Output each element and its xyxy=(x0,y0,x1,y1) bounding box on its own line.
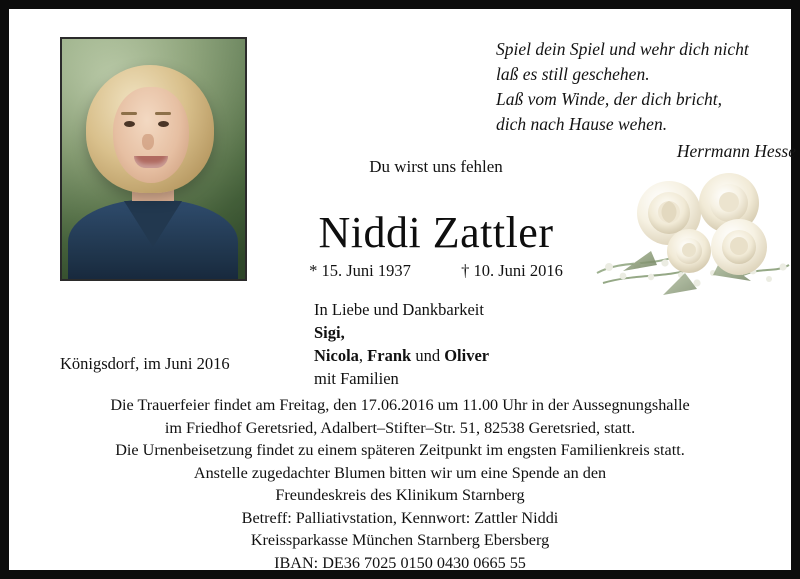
obituary-inner xyxy=(9,9,796,572)
family-name-sigi xyxy=(314,321,654,344)
detail-line-2: im Friedhof Geretsried, Adalbert–Stifter–Str. 51, 82538 Geretsried, statt. xyxy=(164,418,636,437)
detail-line-1: Die Trauerfeier findet am Freitag, den 17.06.2016 um 11.00 Uhr in der Aussegnungshalle xyxy=(110,396,690,414)
detail-line-7: Kreissparkasse München Starnberg Ebersberg xyxy=(250,531,550,549)
detail-line-4: Anstelle zugedachter Blumen bitten wir um eine Spende an den xyxy=(193,463,607,482)
detail-line-3: Die Urnenbeisetzung findet zu einem späteren Zeitpunkt im engsten Familienkreis statt. xyxy=(115,441,685,459)
place-and-date: Königsdorf, im Juni 2016 xyxy=(60,354,230,373)
portrait-nose xyxy=(142,134,154,150)
lead-line: Du wirst uns fehlen xyxy=(369,157,503,176)
poem-author: Herrmann Hesse xyxy=(676,141,796,161)
poem-block xyxy=(496,37,796,164)
life-dates xyxy=(231,261,641,281)
portrait-eye-left xyxy=(124,121,135,127)
deceased-name: Niddi Zattler xyxy=(318,208,554,257)
birth-date: * 15. Juni 1937 xyxy=(309,261,411,280)
portrait-brow-right xyxy=(155,112,171,115)
detail-line-5: Freundeskreis des Klinikum Starnberg xyxy=(275,486,525,504)
und-text: und xyxy=(411,346,445,365)
family-block xyxy=(314,298,654,390)
oliver-text: Oliver xyxy=(444,346,490,365)
poem-line-2: laß es still geschehen. xyxy=(496,64,650,84)
sigi-text: Sigi, xyxy=(314,323,345,342)
poem-line-1: Spiel dein Spiel und wehr dich nicht xyxy=(496,39,749,59)
mit-familien-text: mit Familien xyxy=(314,369,399,388)
thanks-line: In Liebe und Dankbarkeit xyxy=(314,300,484,319)
frank-text: Frank xyxy=(367,346,412,365)
detail-line-8: IBAN: DE36 7025 0150 0430 0665 55 xyxy=(274,553,526,572)
family-names-row xyxy=(314,344,654,367)
detail-line-6: Betreff: Palliativstation, Kennwort: Zattler Niddi xyxy=(241,508,559,527)
poem-line-3: Laß vom Winde, der dich bricht, xyxy=(496,89,723,109)
portrait-brow-left xyxy=(121,112,137,115)
portrait-photo xyxy=(60,37,247,281)
death-date: † 10. Juni 2016 xyxy=(461,261,563,280)
rose-bloom-4 xyxy=(667,229,711,273)
portrait-eye-right xyxy=(158,121,169,127)
poem-line-4: dich nach Hause wehen. xyxy=(496,114,668,134)
funeral-details xyxy=(33,394,767,574)
rose-bloom-3 xyxy=(711,219,767,275)
comma-1: , xyxy=(358,346,368,365)
nicola-text: Nicola xyxy=(314,346,359,365)
